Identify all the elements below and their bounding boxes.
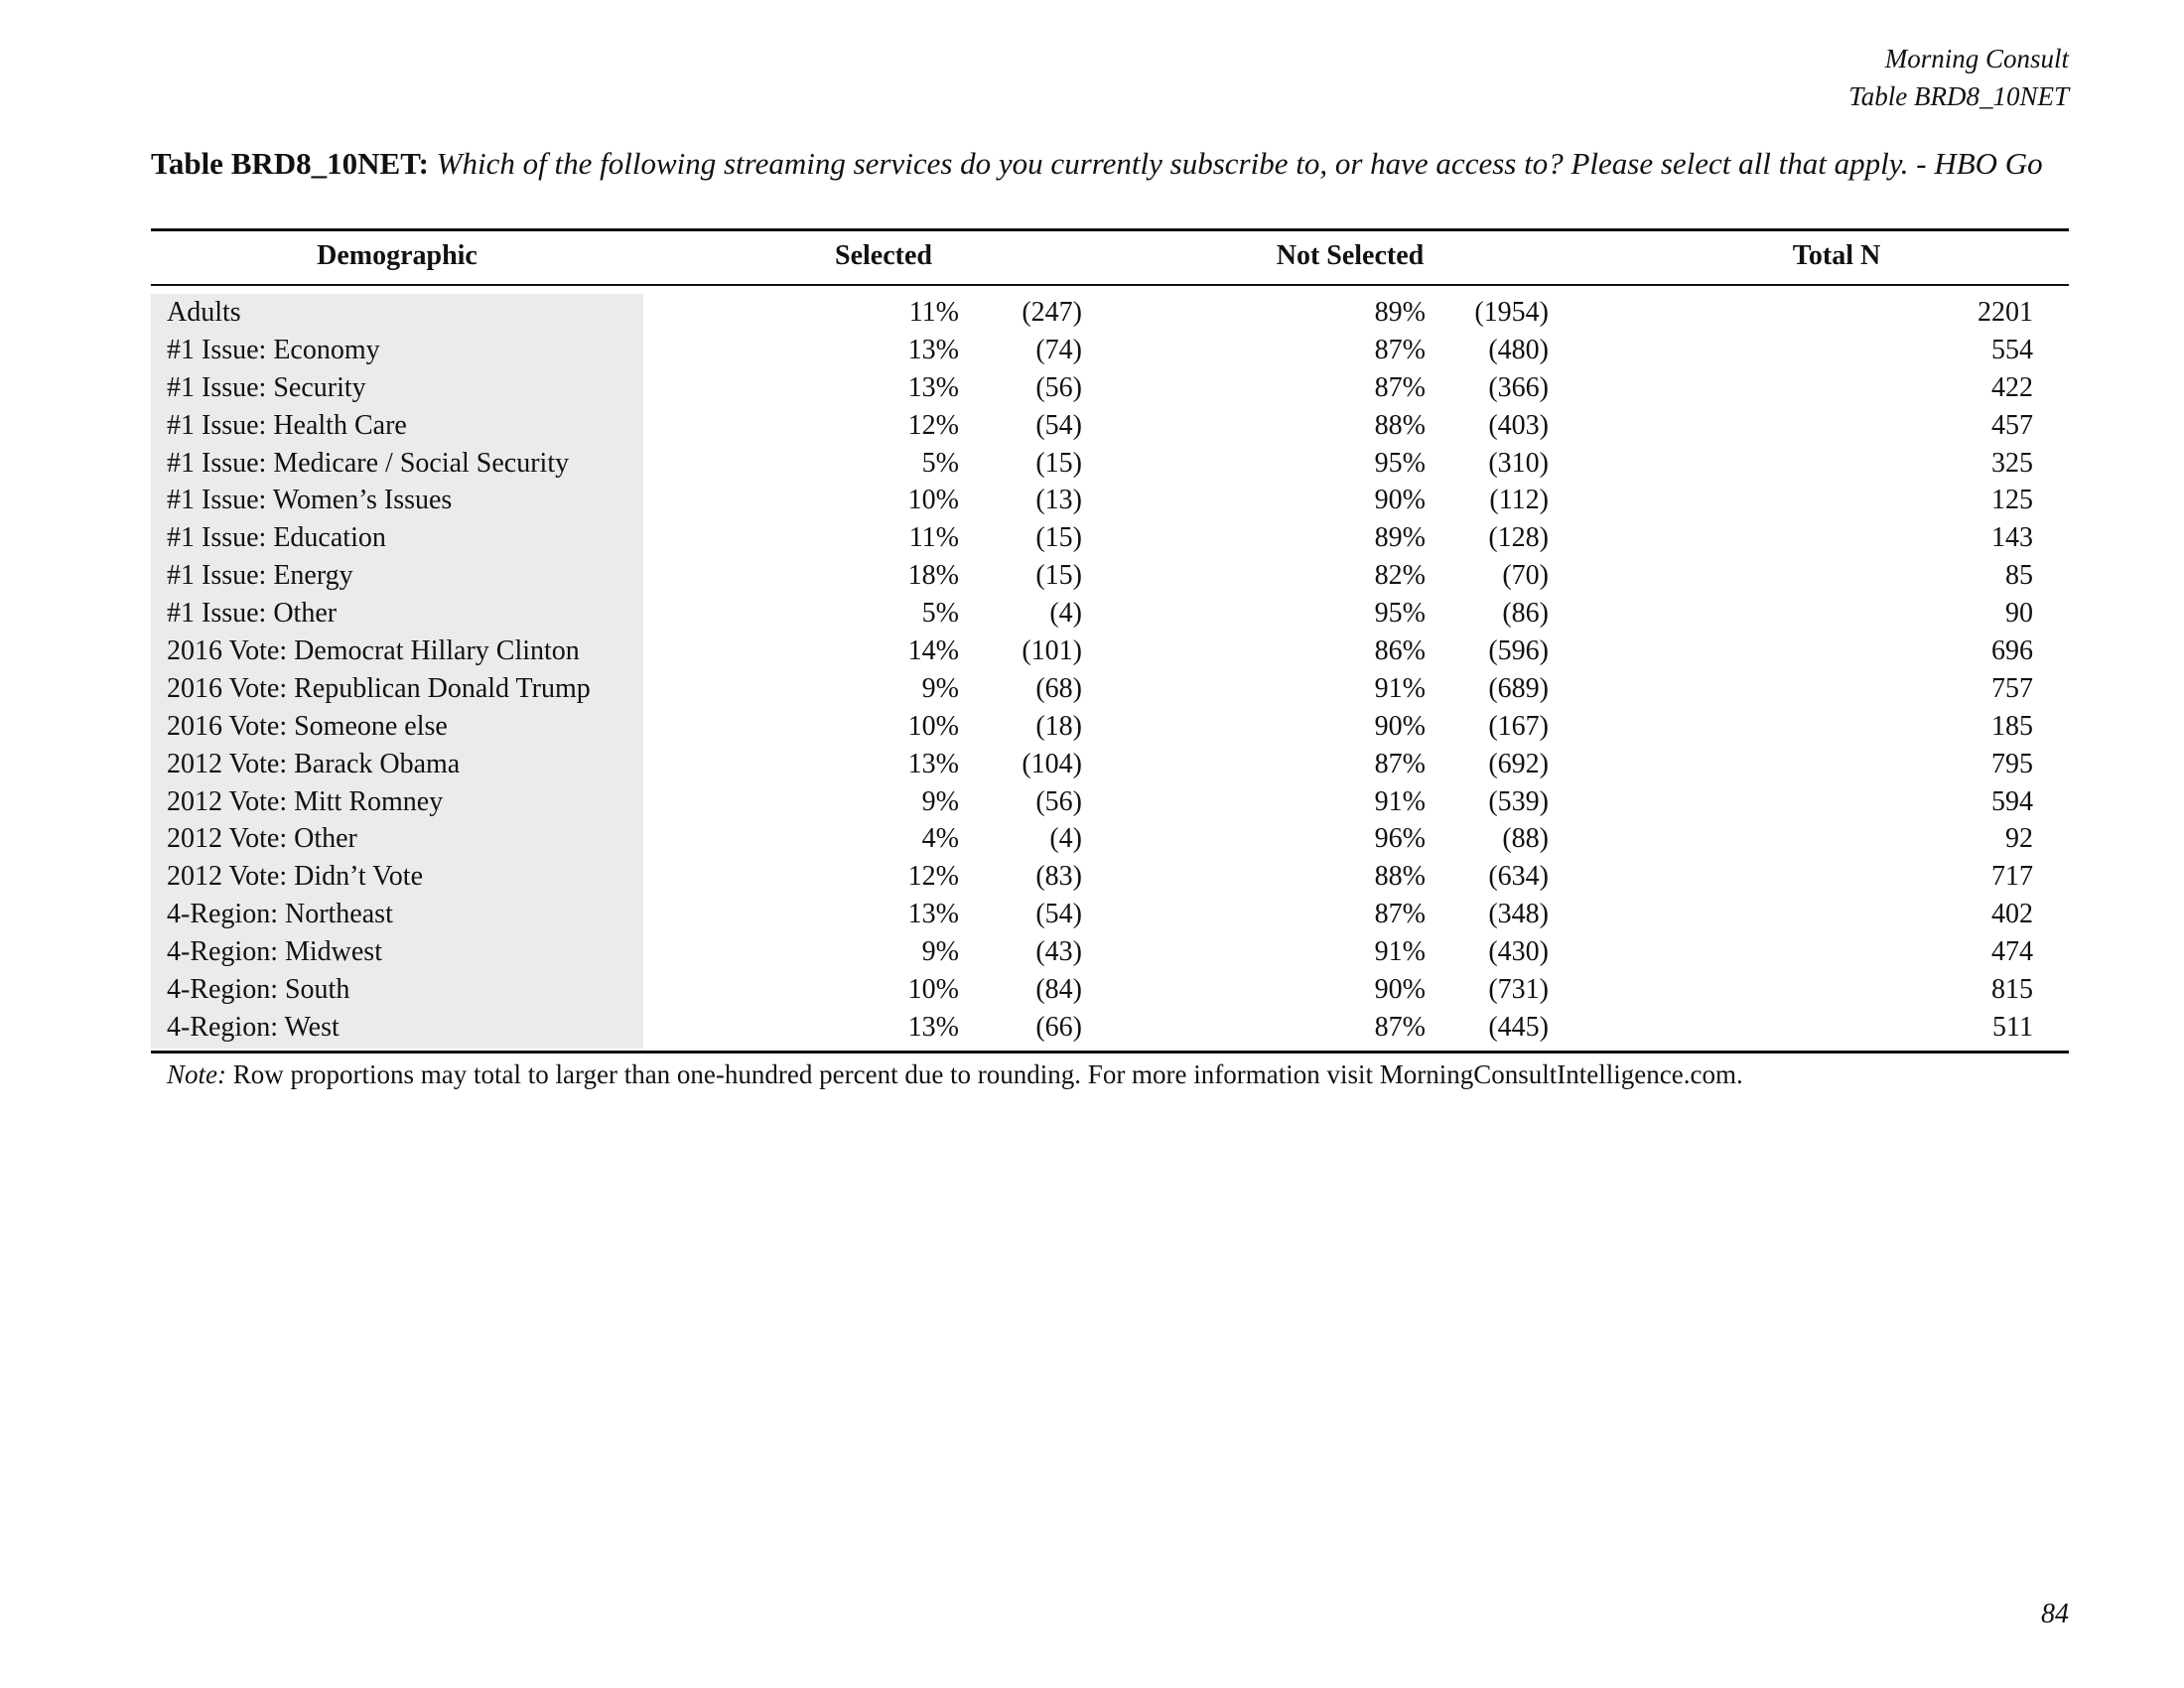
row-demographic: 2012 Vote: Didn’t Vote [167, 861, 424, 893]
selected-count: (4) [1049, 598, 1082, 630]
row-demographic: 2016 Vote: Republican Donald Trump [167, 672, 591, 704]
table-row [151, 971, 2069, 1009]
selected-count: (18) [1035, 710, 1082, 742]
not-selected-percent: 91% [1374, 936, 1426, 968]
selected-percent: 12% [907, 861, 959, 893]
note-text: Row proportions may total to larger than one-hundred percent due to rounding. For more information visit MorningConsultIntelligence.com. [232, 1059, 1743, 1089]
row-demographic: #1 Issue: Women’s Issues [167, 485, 453, 516]
not-selected-percent: 95% [1374, 598, 1426, 630]
table-bottom-rule [151, 1051, 2069, 1054]
selected-percent: 18% [907, 560, 959, 592]
selected-count: (247) [1022, 297, 1082, 328]
selected-percent: 13% [907, 371, 959, 403]
not-selected-count: (480) [1488, 334, 1549, 365]
not-selected-count: (634) [1488, 861, 1549, 893]
selected-percent: 13% [907, 899, 959, 930]
selected-percent: 4% [921, 823, 959, 855]
selected-count: (15) [1035, 560, 1082, 592]
page-header [1848, 40, 2069, 115]
row-demographic: #1 Issue: Health Care [167, 409, 407, 441]
not-selected-percent: 91% [1374, 785, 1426, 817]
col-header-demographic: Demographic [317, 240, 478, 271]
page-number: 84 [2041, 1599, 2069, 1629]
table-row [151, 746, 2069, 783]
selected-count: (101) [1022, 635, 1082, 667]
selected-percent: 13% [907, 1011, 959, 1043]
total-n: 511 [1992, 1011, 2033, 1043]
not-selected-percent: 90% [1374, 485, 1426, 516]
selected-percent: 9% [921, 672, 959, 704]
row-demographic: 2016 Vote: Someone else [167, 710, 448, 742]
header-rule [151, 284, 2069, 286]
table-question: Which of the following streaming services do you currently subscribe to, or have access to? Please select all that apply. - HBO Go [436, 146, 2043, 181]
not-selected-count: (86) [1502, 598, 1549, 630]
table-row [151, 519, 2069, 557]
not-selected-percent: 91% [1374, 672, 1426, 704]
table-row [151, 708, 2069, 746]
table-row [151, 595, 2069, 633]
selected-percent: 10% [907, 485, 959, 516]
not-selected-count: (692) [1488, 748, 1549, 779]
row-demographic: #1 Issue: Energy [167, 560, 353, 592]
not-selected-count: (112) [1489, 485, 1549, 516]
row-demographic: 4-Region: Northeast [167, 899, 393, 930]
not-selected-count: (689) [1488, 672, 1549, 704]
total-n: 795 [1991, 748, 2033, 779]
not-selected-percent: 96% [1374, 823, 1426, 855]
not-selected-percent: 82% [1374, 560, 1426, 592]
selected-percent: 10% [907, 974, 959, 1006]
selected-count: (56) [1035, 785, 1082, 817]
not-selected-percent: 87% [1374, 334, 1426, 365]
total-n: 554 [1991, 334, 2033, 365]
total-n: 474 [1991, 936, 2033, 968]
total-n: 422 [1991, 371, 2033, 403]
selected-count: (66) [1035, 1011, 1082, 1043]
table-row [151, 633, 2069, 670]
selected-count: (74) [1035, 334, 1082, 365]
table-row [151, 820, 2069, 858]
total-n: 815 [1991, 974, 2033, 1006]
not-selected-percent: 88% [1374, 861, 1426, 893]
selected-percent: 14% [907, 635, 959, 667]
row-demographic: #1 Issue: Education [167, 522, 386, 554]
not-selected-percent: 89% [1374, 297, 1426, 328]
not-selected-percent: 87% [1374, 748, 1426, 779]
not-selected-percent: 87% [1374, 899, 1426, 930]
table-body [151, 294, 2069, 1047]
selected-count: (104) [1022, 748, 1082, 779]
table-row [151, 1009, 2069, 1047]
not-selected-percent: 88% [1374, 409, 1426, 441]
table-row [151, 557, 2069, 595]
total-n: 457 [1991, 409, 2033, 441]
row-demographic: 2012 Vote: Barack Obama [167, 748, 461, 779]
table-row [151, 407, 2069, 445]
table-row [151, 294, 2069, 332]
table-top-rule [151, 228, 2069, 231]
total-n: 85 [2005, 560, 2033, 592]
total-n: 90 [2005, 598, 2033, 630]
selected-percent: 12% [907, 409, 959, 441]
not-selected-count: (539) [1488, 785, 1549, 817]
selected-count: (68) [1035, 672, 1082, 704]
selected-count: (15) [1035, 522, 1082, 554]
not-selected-count: (596) [1488, 635, 1549, 667]
total-n: 717 [1991, 861, 2033, 893]
row-demographic: 2012 Vote: Other [167, 823, 357, 855]
selected-count: (4) [1049, 823, 1082, 855]
col-header-selected: Selected [835, 240, 932, 271]
selected-count: (15) [1035, 447, 1082, 479]
not-selected-count: (403) [1488, 409, 1549, 441]
col-header-not-selected: Not Selected [1276, 240, 1425, 271]
not-selected-percent: 89% [1374, 522, 1426, 554]
row-demographic: 4-Region: West [167, 1011, 340, 1043]
selected-percent: 10% [907, 710, 959, 742]
total-n: 325 [1991, 447, 2033, 479]
not-selected-percent: 90% [1374, 974, 1426, 1006]
row-demographic: 2016 Vote: Democrat Hillary Clinton [167, 635, 580, 667]
org-name: Morning Consult [1884, 44, 2069, 73]
not-selected-count: (430) [1488, 936, 1549, 968]
header-table-id: Table BRD8_10NET [1848, 81, 2069, 111]
table-row [151, 933, 2069, 971]
not-selected-percent: 86% [1374, 635, 1426, 667]
selected-percent: 13% [907, 334, 959, 365]
selected-percent: 11% [908, 297, 959, 328]
total-n: 402 [1991, 899, 2033, 930]
col-header-total-n: Total N [1792, 240, 1881, 271]
selected-count: (54) [1035, 899, 1082, 930]
row-demographic: 4-Region: Midwest [167, 936, 382, 968]
row-demographic: 2012 Vote: Mitt Romney [167, 785, 444, 817]
row-demographic: #1 Issue: Security [167, 371, 366, 403]
not-selected-count: (348) [1488, 899, 1549, 930]
table-title-label: Table BRD8_10NET: [151, 146, 429, 181]
total-n: 92 [2005, 823, 2033, 855]
table-row [151, 482, 2069, 519]
selected-count: (43) [1035, 936, 1082, 968]
selected-percent: 9% [921, 785, 959, 817]
selected-percent: 11% [908, 522, 959, 554]
selected-count: (13) [1035, 485, 1082, 516]
not-selected-percent: 87% [1374, 371, 1426, 403]
not-selected-count: (310) [1488, 447, 1549, 479]
table-note [167, 1056, 1743, 1092]
selected-count: (83) [1035, 861, 1082, 893]
not-selected-count: (70) [1502, 560, 1549, 592]
not-selected-count: (1954) [1474, 297, 1549, 328]
selected-percent: 13% [907, 748, 959, 779]
table-row [151, 445, 2069, 483]
not-selected-count: (88) [1502, 823, 1549, 855]
table-title [151, 144, 2069, 184]
not-selected-count: (366) [1488, 371, 1549, 403]
table-row [151, 858, 2069, 896]
row-demographic: 4-Region: South [167, 974, 350, 1006]
total-n: 757 [1991, 672, 2033, 704]
total-n: 696 [1991, 635, 2033, 667]
not-selected-percent: 95% [1374, 447, 1426, 479]
not-selected-count: (128) [1488, 522, 1549, 554]
selected-count: (56) [1035, 371, 1082, 403]
total-n: 125 [1991, 485, 2033, 516]
note-label: Note: [167, 1059, 226, 1089]
table-row [151, 369, 2069, 407]
table-row [151, 332, 2069, 369]
total-n: 185 [1991, 710, 2033, 742]
not-selected-count: (445) [1488, 1011, 1549, 1043]
total-n: 143 [1991, 522, 2033, 554]
selected-percent: 9% [921, 936, 959, 968]
table-row [151, 896, 2069, 933]
selected-count: (54) [1035, 409, 1082, 441]
not-selected-percent: 87% [1374, 1011, 1426, 1043]
total-n: 2201 [1978, 297, 2033, 328]
total-n: 594 [1991, 785, 2033, 817]
table-row [151, 783, 2069, 821]
not-selected-count: (731) [1488, 974, 1549, 1006]
selected-percent: 5% [921, 447, 959, 479]
not-selected-count: (167) [1488, 710, 1549, 742]
selected-count: (84) [1035, 974, 1082, 1006]
table-row [151, 670, 2069, 708]
row-demographic: Adults [167, 297, 241, 328]
not-selected-percent: 90% [1374, 710, 1426, 742]
row-demographic: #1 Issue: Medicare / Social Security [167, 447, 570, 479]
row-demographic: #1 Issue: Economy [167, 334, 380, 365]
selected-percent: 5% [921, 598, 959, 630]
row-demographic: #1 Issue: Other [167, 598, 338, 630]
